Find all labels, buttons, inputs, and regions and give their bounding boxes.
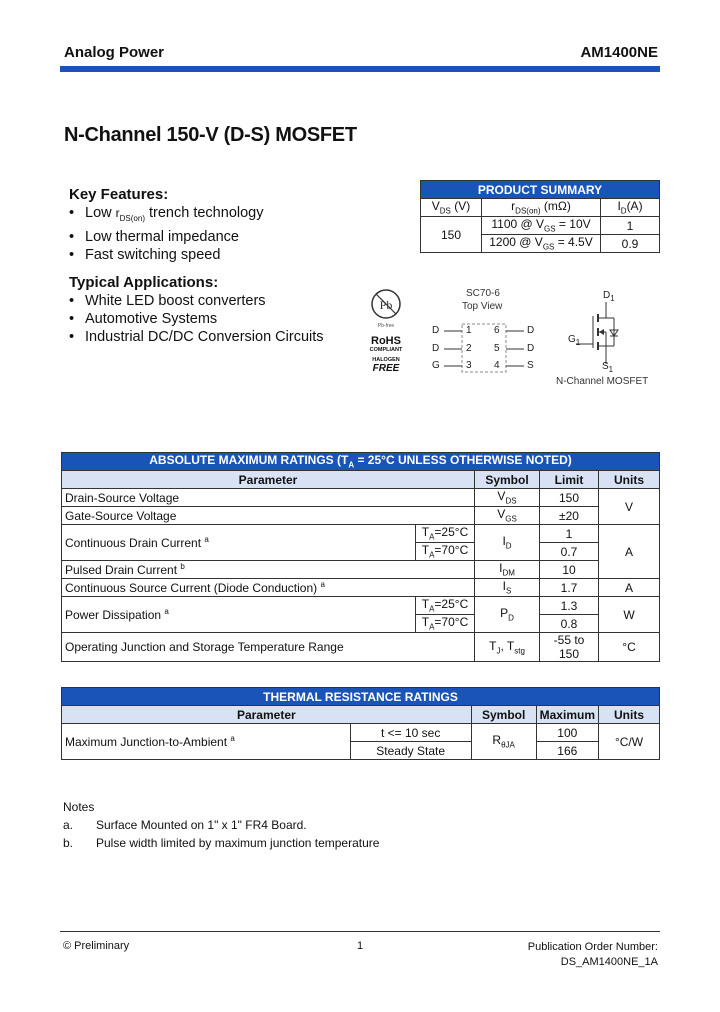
units-header: Units (599, 471, 660, 489)
publication-label: Publication Order Number: (527, 941, 658, 953)
table-row: Continuous Drain Current $^a$ $T_A=25^\circ C$ $I_D$ 1 A (62, 525, 660, 543)
source-label: $S_1$ (602, 361, 614, 374)
publication-info (528, 940, 658, 970)
rohs-badge (362, 286, 410, 374)
pin-number: 3 (466, 360, 472, 371)
table-row: Operating Junction and Storage Temperature Range $T_J$, $T_{stg}$ -55 to 150 °C (62, 633, 660, 662)
thermal-resistance-table (61, 687, 660, 760)
footer-divider (60, 931, 660, 932)
vds-header: $V_{DS}$ (V) (421, 199, 482, 217)
package-view: Top View (462, 301, 503, 312)
package-name: SC70-6 (466, 288, 500, 299)
header-bar (60, 66, 660, 72)
footer-left: © Preliminary (63, 940, 130, 952)
package-pinout (428, 286, 538, 376)
symbol-header: Symbol (471, 706, 536, 724)
part-number: AM1400NE (580, 44, 658, 61)
table-row: $T_A=70^\circ C$ 0.8 (62, 615, 660, 633)
feature-item: • Low thermal impedance (69, 228, 239, 245)
product-summary-title: PRODUCT SUMMARY (421, 181, 660, 199)
halogen-label: HALOGEN (372, 357, 400, 363)
vds-value: 150 (421, 217, 482, 253)
pin-label: S (527, 360, 534, 371)
svg-text:Pb: Pb (379, 298, 393, 312)
table-row: Power Dissipation $^a$ $T_A=25^\circ C$ $P_D$ 1.3 W (62, 597, 660, 615)
application-item: • White LED boost converters (69, 293, 266, 309)
pin-number: 2 (466, 343, 472, 354)
pb-free-icon (369, 286, 403, 330)
table-row: Pulsed Drain Current $^b$ $I_{DM}$ 10 (62, 561, 660, 579)
svg-text:Pb-free: Pb-free (377, 323, 395, 329)
mosfet-schematic (548, 288, 660, 388)
feature-item: • Fast switching speed (69, 246, 221, 263)
free-label: FREE (372, 363, 400, 374)
schematic-caption: N-Channel MOSFET (556, 376, 649, 387)
id-header: $I_D(A)$ (601, 199, 660, 217)
thermal-title: THERMAL RESISTANCE RATINGS (62, 688, 660, 706)
rohs-label: RoHS (371, 335, 401, 347)
parameter-header: Parameter (62, 706, 472, 724)
publication-number: DS_AM1400NE_1A (560, 956, 658, 968)
gate-label: $G_1$ (568, 334, 581, 347)
pin-number: 1 (466, 325, 472, 336)
typical-applications (69, 274, 324, 346)
symbol-header: Symbol (475, 471, 540, 489)
parameter-header: Parameter (62, 471, 475, 489)
feature-item: • Low $r_{DS(on)}$ trench technology (69, 205, 264, 223)
application-item: • Automotive Systems (69, 311, 218, 327)
page-number: 1 (357, 940, 364, 952)
pin-label: D (432, 343, 440, 354)
note-item: b. Pulse width limited by maximum junction temperature (63, 836, 380, 850)
table-row: Drain-Source Voltage $V_{DS}$ 150 V (62, 489, 660, 507)
company-name: Analog Power (64, 44, 165, 61)
notes-heading: Notes (63, 800, 95, 814)
pin-number: 6 (494, 325, 500, 336)
application-item: • Industrial DC/DC Conversion Circuits (69, 329, 324, 345)
pin-label: D (432, 325, 440, 336)
applications-heading: Typical Applications: (69, 274, 219, 291)
drain-label: $D_1$ (603, 290, 615, 303)
rds-header: $r_{DS(on)}$ (mΩ) (482, 199, 601, 217)
pin-number: 4 (494, 360, 500, 371)
note-item: a. Surface Mounted on 1" x 1" FR4 Board. (63, 818, 307, 832)
pin-number: 5 (494, 343, 500, 354)
page-title: N-Channel 150-V (D-S) MOSFET (64, 124, 357, 146)
table-row: Steady State 166 (62, 742, 660, 760)
pin-label: D (527, 343, 535, 354)
pin-label: G (432, 360, 440, 371)
rds-value: 1100 @ $V_{GS} = 10V$ (482, 217, 601, 235)
maximum-header: Maximum (536, 706, 598, 724)
abs-max-title: ABSOLUTE MAXIMUM RATINGS ($T_A = 25^\circ C$ UNLESS OTHERWISE NOTED) (62, 453, 660, 471)
id-value: 0.9 (601, 235, 660, 253)
compliant-label: COMPLIANT (369, 347, 403, 353)
limit-header: Limit (540, 471, 599, 489)
product-summary-table (420, 180, 660, 253)
units-header: Units (599, 706, 660, 724)
absolute-maximum-ratings-table (61, 452, 660, 662)
key-features (69, 186, 263, 264)
table-row: Continuous Source Current (Diode Conduction) $^a$ $I_S$ 1.7 A (62, 579, 660, 597)
rds-value: 1200 @ $V_{GS} = 4.5V$ (482, 235, 601, 253)
table-row: $T_A=70^\circ C$ 0.7 (62, 543, 660, 561)
notes-section (63, 798, 379, 852)
table-row: Gate-Source Voltage $V_{GS}$ ±20 (62, 507, 660, 525)
table-row: Maximum Junction-to-Ambient $^a$ t <= 10 sec $R_{\theta JA}$ 100 °C/W (62, 724, 660, 742)
id-value: 1 (601, 217, 660, 235)
pin-label: D (527, 325, 535, 336)
package-outline (428, 286, 538, 376)
key-features-heading: Key Features: (69, 186, 169, 203)
